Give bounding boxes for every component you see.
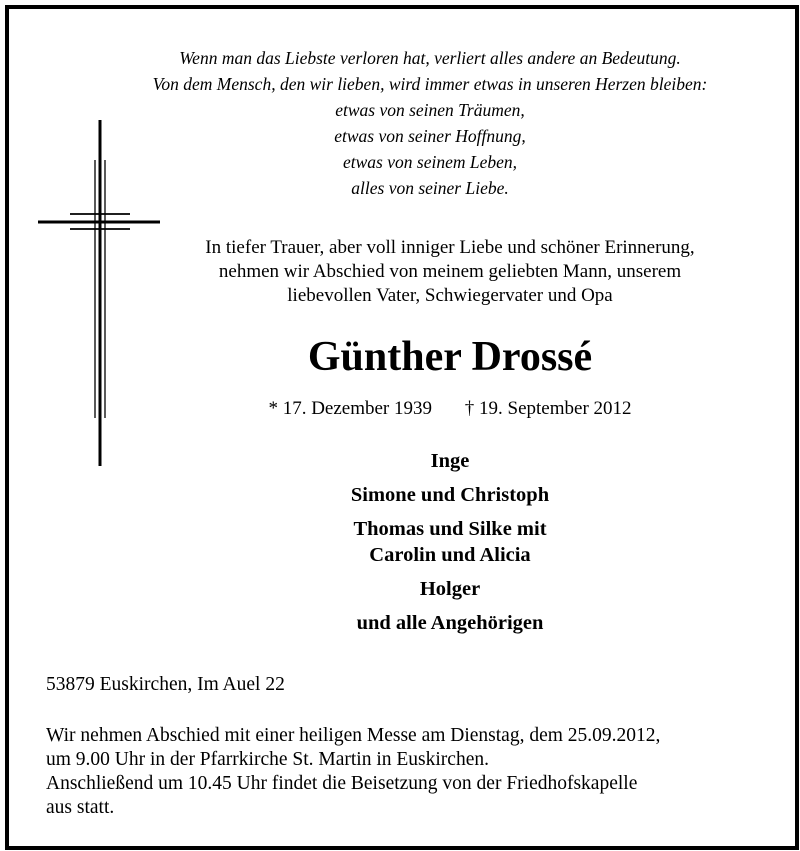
family-list [150, 448, 750, 636]
intro-text [150, 236, 750, 308]
death-date: † 19. September 2012 [464, 398, 632, 419]
birth-date: * 17. Dezember 1939 [268, 398, 433, 419]
family-member: und alle Angehörigen [356, 612, 544, 634]
notice-line: um 9.00 Uhr in der Pfarrkirche St. Martin in Euskirchen. [46, 749, 489, 770]
poem-line: Wenn man das Liebste verloren hat, verliert alles andere an Bedeutung. [179, 48, 681, 68]
intro-line: nehmen wir Abschied von meinem geliebten Mann, unserem [218, 261, 682, 282]
family-member: Simone und Christoph [350, 484, 550, 506]
family-group [150, 448, 750, 474]
intro-line: liebevollen Vater, Schwiegervater und Opa [287, 285, 613, 306]
intro-line: In tiefer Trauer, aber voll inniger Liebe und schöner Erinnerung, [205, 237, 695, 258]
funeral-notice [46, 724, 660, 820]
family-member: Inge [430, 450, 470, 472]
deceased-name: Günther Drossé [307, 334, 593, 380]
life-dates [150, 397, 750, 421]
family-group [150, 576, 750, 602]
poem [100, 45, 760, 201]
notice-line: aus statt. [46, 797, 115, 818]
family-group [150, 482, 750, 508]
poem-line: etwas von seiner Hoffnung, [334, 126, 526, 146]
family-member: Holger [419, 578, 481, 600]
poem-line: etwas von seinen Träumen, [335, 100, 525, 120]
address: 53879 Euskirchen, Im Auel 22 [46, 674, 285, 695]
notice-line: Anschließend um 10.45 Uhr findet die Beisetzung von der Friedhofskapelle [46, 773, 638, 794]
family-group [150, 516, 750, 568]
family-group [150, 610, 750, 636]
poem-line: alles von seiner Liebe. [351, 178, 509, 198]
family-member: Carolin und Alicia [369, 544, 531, 566]
poem-line: Von dem Mensch, den wir lieben, wird immer etwas in unseren Herzen bleiben: [152, 74, 708, 94]
family-member: Thomas und Silke mit [353, 518, 547, 540]
notice-line: Wir nehmen Abschied mit einer heiligen Messe am Dienstag, dem 25.09.2012, [46, 725, 661, 746]
poem-line: etwas von seinem Leben, [343, 152, 517, 172]
